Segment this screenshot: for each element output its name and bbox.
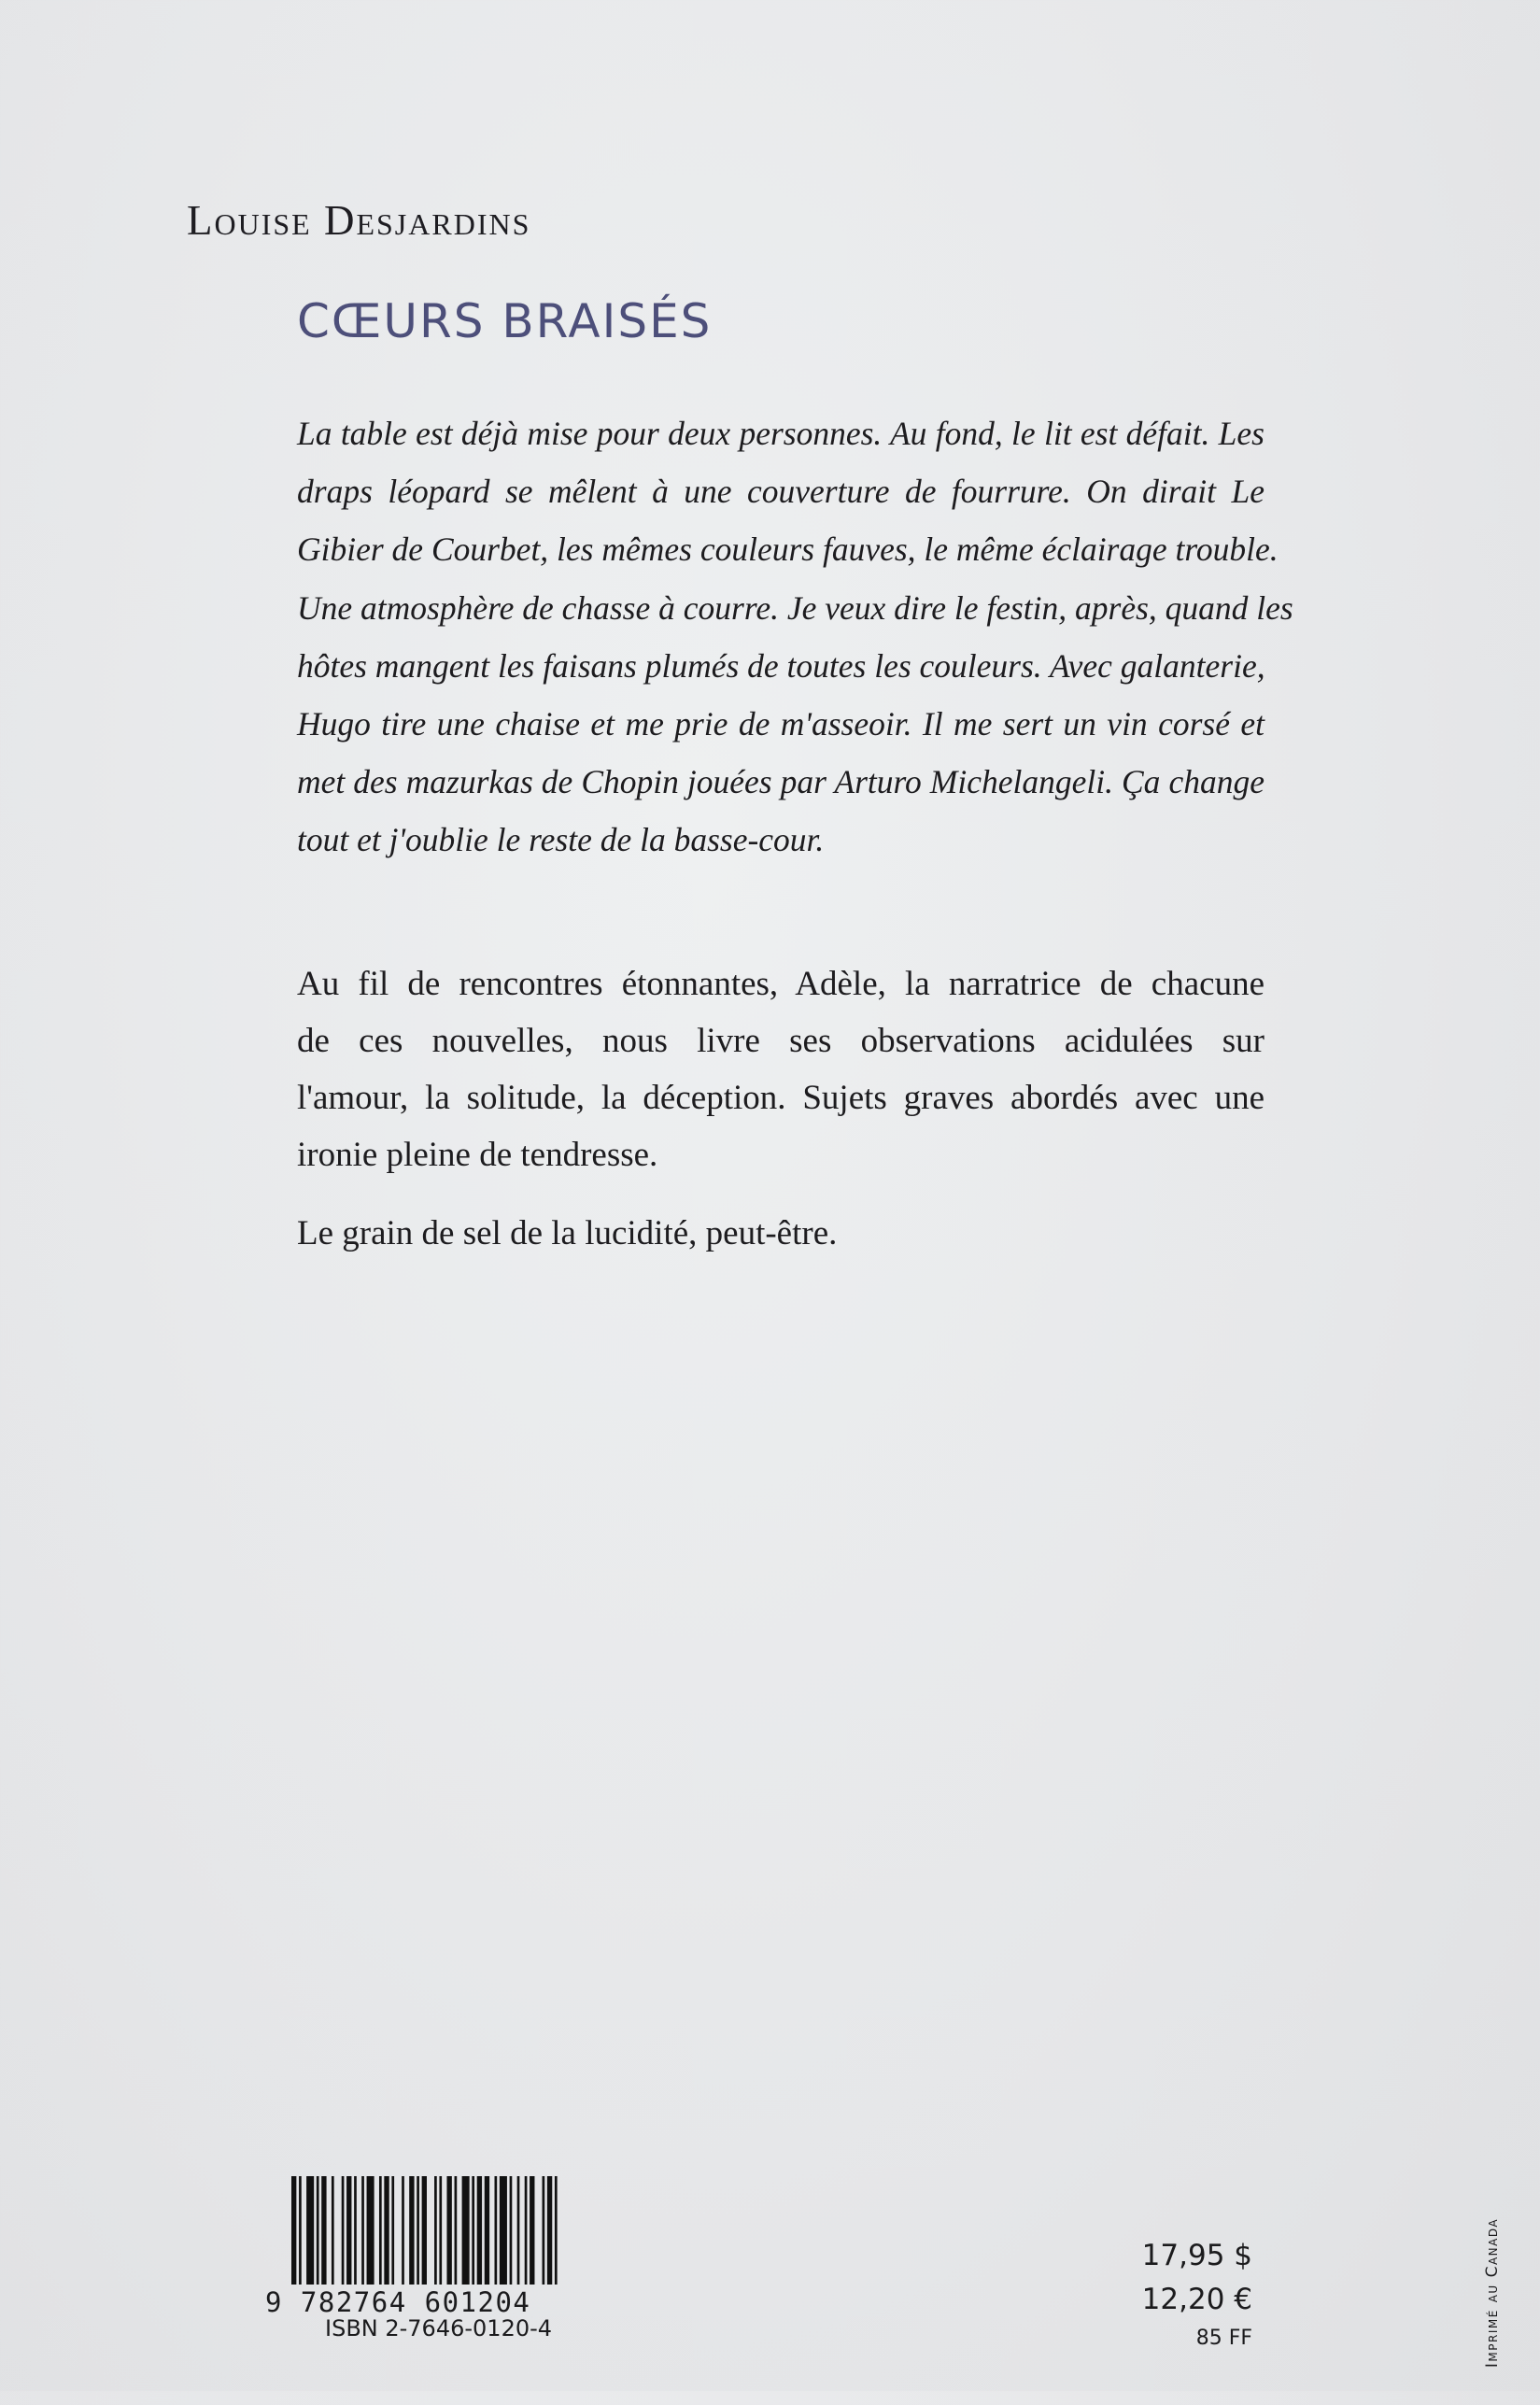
barcode-bar (391, 2176, 394, 2285)
excerpt-line: met des mazurkas de Chopin jouées par Arturo Michelangeli. Ça change (297, 763, 1264, 801)
description-line: l'amour, la solitude, la déception. Sujets graves abordés avec une (297, 1079, 1264, 1117)
barcode-bar (379, 2176, 382, 2285)
barcode-bar (367, 2176, 374, 2285)
barcode-bar (321, 2176, 326, 2285)
price-block (1142, 2234, 1252, 2355)
book-description (297, 955, 1264, 1183)
barcode-bar (472, 2176, 474, 2285)
barcode-bar (422, 2176, 427, 2285)
barcode-bar (354, 2176, 357, 2285)
barcode-bar (332, 2176, 334, 2285)
barcode-bars-graphic (291, 2176, 562, 2285)
barcode-bar (446, 2176, 451, 2285)
excerpt-line: draps léopard se mêlent à une couverture de fourrure. On dirait Le (297, 473, 1264, 511)
barcode-bar (462, 2176, 470, 2285)
barcode-bar (299, 2176, 302, 2285)
barcode-bar (402, 2176, 404, 2285)
barcode-bar (384, 2176, 389, 2285)
barcode-number: 9 782764 601204 (265, 2286, 531, 2318)
description-line: ironie pleine de tendresse. (297, 1136, 658, 1174)
description-line: de ces nouvelles, nous livre ses observations acidulées sur (297, 1022, 1264, 1060)
book-title: CŒURS BRAISÉS (297, 294, 713, 348)
barcode-bar (543, 2176, 545, 2285)
barcode-bar (517, 2176, 520, 2285)
barcode-bar (477, 2176, 482, 2285)
excerpt-line: Gibier de Courbet, les mêmes couleurs fauves, le même éclairage trouble. (297, 531, 1279, 569)
barcode-bar (291, 2176, 296, 2285)
description-line: Au fil de rencontres étonnantes, Adèle, la narratrice de chacune (297, 965, 1264, 1003)
excerpt-passage (297, 404, 1293, 870)
barcode-bar (417, 2176, 419, 2285)
barcode-bar (434, 2176, 437, 2285)
barcode-bar (485, 2176, 489, 2285)
price-ff: 85 FF (1195, 2327, 1252, 2350)
excerpt-line: Hugo tire une chaise et me prie de m'asseoir. Il me sert un vin corsé et (297, 705, 1264, 743)
excerpt-line: hôtes mangent les faisans plumés de toutes les couleurs. Avec galanterie, (297, 646, 1265, 685)
barcode-bar (409, 2176, 414, 2285)
barcode-bar (530, 2176, 534, 2285)
barcode-bar (342, 2176, 345, 2285)
description-closing: Le grain de sel de la lucidité, peut-être. (297, 1214, 838, 1252)
barcode-bar (317, 2176, 319, 2285)
barcode-bar (306, 2176, 314, 2285)
price-eur: 12,20 € (1141, 2283, 1252, 2316)
barcode-bar (525, 2176, 528, 2285)
excerpt-line: Une atmosphère de chasse à courre. Je veux dire le festin, après, quand les (297, 588, 1293, 627)
excerpt-line: La table est déjà mise pour deux personnes. Au fond, le lit est défait. Les (297, 415, 1264, 452)
printed-in-canada: Imprimé au Canada (1483, 2217, 1502, 2369)
barcode-bar (439, 2176, 442, 2285)
barcode-bar (555, 2176, 558, 2285)
barcode-bar (547, 2176, 552, 2285)
price-cad: 17,95 $ (1141, 2239, 1252, 2272)
barcode (265, 2176, 573, 2326)
barcode-bar (510, 2176, 513, 2285)
barcode-bar (346, 2176, 351, 2285)
isbn-label: ISBN 2-7646-0120-4 (325, 2315, 553, 2341)
author-name: Louise Desjardins (187, 197, 531, 244)
barcode-bar (500, 2176, 507, 2285)
barcode-bar (455, 2176, 458, 2285)
barcode-bar (495, 2176, 498, 2285)
barcode-bar (361, 2176, 364, 2285)
excerpt-line: tout et j'oublie le reste de la basse-cour. (297, 821, 825, 859)
